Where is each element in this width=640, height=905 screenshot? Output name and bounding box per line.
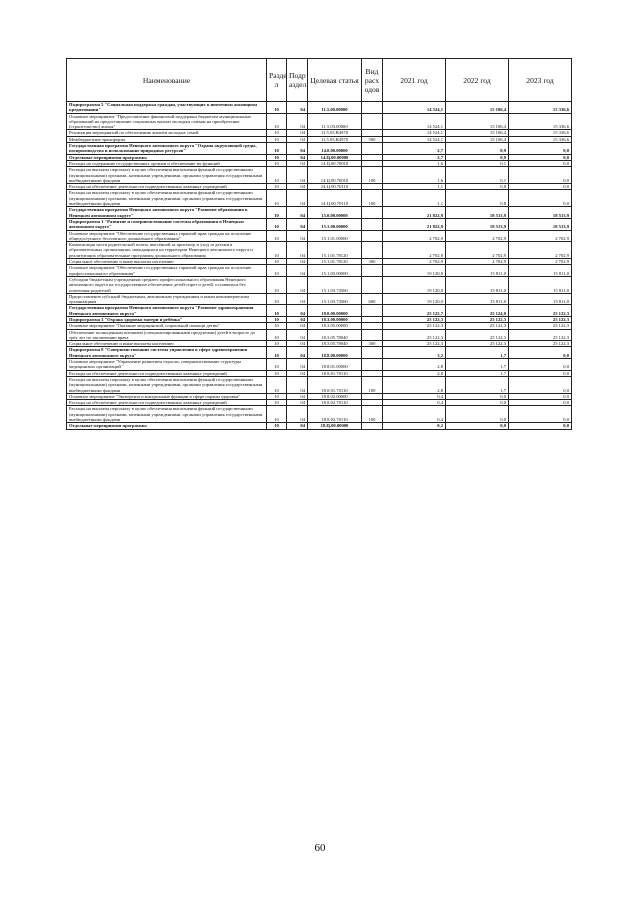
cell-subsection: 04 [287, 359, 308, 371]
cell-section: 10 [267, 143, 287, 155]
cell-2022: 0,8 [446, 184, 509, 190]
cell-name: Подпрограмма 5 "Социальная поддержка граждан, участвующих в ипотечном жилищном кредитовании" [67, 102, 267, 114]
cell-expense-type [362, 359, 383, 371]
cell-2022: 15 811,0 [446, 265, 509, 277]
cell-2023: 0,0 [509, 347, 572, 359]
cell-subsection: 04 [287, 160, 308, 166]
cell-target: 14.Ц.00.00000 [308, 154, 362, 160]
cell-subsection: 04 [287, 102, 308, 114]
cell-name: Основное мероприятие "Оказание медицинской, социальной помощи детям" [67, 323, 267, 329]
cell-target: 15.1.01.78120 [308, 242, 362, 259]
cell-2023: 0,0 [509, 406, 572, 423]
cell-subsection: 04 [287, 259, 308, 265]
cell-2022: 15 106,4 [446, 102, 509, 114]
cell-name: Основное мероприятие "Обеспечение государственных гарантий прав граждан на получение профессионального образования" [67, 265, 267, 277]
cell-2022: 0,0 [446, 423, 509, 429]
cell-target: 15.0.00.00000 [308, 207, 362, 219]
cell-subsection: 04 [287, 230, 308, 242]
cell-name: Основное мероприятие "Обеспечение государственных гарантий прав граждан на получение общедоступного бесплатного дошкольного образования" [67, 230, 267, 242]
cell-target: 11.5.03.R4970 [308, 136, 362, 142]
cell-2021: 2,7 [383, 154, 446, 160]
cell-section: 10 [267, 316, 287, 322]
header-2021: 2021 год [383, 59, 446, 102]
cell-name: Межбюджетные трансферты [67, 136, 267, 142]
cell-2022: 0,8 [446, 190, 509, 207]
cell-section: 10 [267, 400, 287, 406]
cell-subsection: 04 [287, 316, 308, 322]
cell-section: 10 [267, 347, 287, 359]
cell-name: Подпрограмма 3 "Охрана здоровья матери и ребёнка" [67, 316, 267, 322]
cell-expense-type [362, 207, 383, 219]
table-row [67, 265, 572, 277]
cell-section: 10 [267, 393, 287, 399]
cell-name: Расходы на обеспечение деятельности подведомственных казенных учреждений [67, 400, 267, 406]
cell-subsection: 04 [287, 190, 308, 207]
cell-2022: 25 122,3 [446, 341, 509, 347]
cell-2021: 2,8 [383, 370, 446, 376]
cell-2021: 25 122,3 [383, 329, 446, 341]
cell-target: 18.3.05.78040 [308, 329, 362, 341]
cell-target: 15.1.03.74560 [308, 276, 362, 293]
table-body [67, 102, 572, 430]
cell-2021: 25 122,3 [383, 341, 446, 347]
header-row [67, 59, 572, 102]
cell-2022: 0,0 [446, 400, 509, 406]
cell-expense-type: 300 [362, 259, 383, 265]
cell-2021: 25 122,3 [383, 316, 446, 322]
cell-expense-type [362, 102, 383, 114]
cell-2021: 0,2 [383, 423, 446, 429]
cell-name: Государственная программа Ненецкого автономного округа "Развитие образования в Ненецком автономном округе" [67, 207, 267, 219]
table-row [67, 359, 572, 371]
cell-2023: 18 513,9 [509, 218, 572, 230]
cell-2022: 1,7 [446, 370, 509, 376]
cell-2022: 15 106,4 [446, 113, 509, 130]
table-row [67, 143, 572, 155]
cell-subsection: 04 [287, 293, 308, 305]
cell-2023: 0,0 [509, 143, 572, 155]
cell-2022: 0,1 [446, 167, 509, 184]
cell-target: 18.8.02.70110 [308, 406, 362, 423]
cell-name: Предоставление субсидий бюджетным, автономным учреждениям и иным некоммерческим организациям [67, 293, 267, 305]
cell-2023: 0,0 [509, 184, 572, 190]
cell-subsection: 04 [287, 276, 308, 293]
header-2022: 2022 год [446, 59, 509, 102]
cell-2021: 14 524,1 [383, 130, 446, 136]
cell-name: Государственная программа Ненецкого автономного округа "Развитие здравоохранения Ненецкого автономного округа" [67, 305, 267, 317]
cell-subsection: 04 [287, 400, 308, 406]
table-row [67, 218, 572, 230]
cell-target: 15.1.03.00000 [308, 265, 362, 277]
cell-subsection: 04 [287, 113, 308, 130]
cell-target: 14.Ц.00.70010 [308, 160, 362, 166]
cell-name: Компенсация части родительской платы, внесённой за присмотр и уход за детьми в образовательных организациях, находящихся на территории Ненецкого автономного округа и реализующих образовательные программы дошкольного образования [67, 242, 267, 259]
cell-2021: 2,8 [383, 376, 446, 393]
cell-section: 10 [267, 305, 287, 317]
cell-target: 14.Ц.00.70110 [308, 184, 362, 190]
table-row [67, 305, 572, 317]
cell-subsection: 04 [287, 167, 308, 184]
cell-section: 10 [267, 242, 287, 259]
cell-section: 10 [267, 359, 287, 371]
budget-sheet [66, 58, 571, 430]
cell-subsection: 04 [287, 323, 308, 329]
cell-2021: 19 120,0 [383, 265, 446, 277]
cell-section: 10 [267, 293, 287, 305]
cell-2022: 0,9 [446, 154, 509, 160]
cell-2023: 18 513,9 [509, 207, 572, 219]
cell-2021: 1,1 [383, 184, 446, 190]
cell-2021: 1,1 [383, 190, 446, 207]
header-section: Разде л [267, 59, 287, 102]
cell-2023: 0,0 [509, 160, 572, 166]
cell-2022: 1,7 [446, 376, 509, 393]
cell-2023: 15 336,6 [509, 136, 572, 142]
cell-target: 15.1.03.74560 [308, 293, 362, 305]
cell-target: 11.5.03.R4970 [308, 130, 362, 136]
cell-2023: 2 702,9 [509, 242, 572, 259]
cell-expense-type: 300 [362, 341, 383, 347]
cell-name: Обеспечение полноценным питанием (специализированными продуктами) детей в возрасте до трёх лет по заключению врача [67, 329, 267, 341]
cell-section: 10 [267, 230, 287, 242]
cell-2023: 25 122,3 [509, 329, 572, 341]
cell-target: 15.1.01.78120 [308, 259, 362, 265]
cell-section: 10 [267, 423, 287, 429]
cell-subsection: 04 [287, 207, 308, 219]
cell-2022: 0,0 [446, 406, 509, 423]
cell-2023: 25 122,3 [509, 305, 572, 317]
cell-name: Основное мероприятие "Предоставление финансовой поддержки бюджетам муниципальных образований на предоставление социальных выплат молодым семьям на приобретение (строительство) жилья" [67, 113, 267, 130]
cell-section: 10 [267, 113, 287, 130]
cell-target: 14.Ц.00.70010 [308, 167, 362, 184]
cell-subsection: 04 [287, 130, 308, 136]
cell-expense-type [362, 347, 383, 359]
cell-name: Расходы на выплаты персоналу в целях обеспечения выполнения функций государственными (муниципальными) органами, казенными учреждениями, органами управления государственными внебюджетными фондами [67, 376, 267, 393]
page-number: 60 [314, 842, 326, 854]
cell-2021: 3,2 [383, 347, 446, 359]
cell-name: Подпрограмма 8 "Совершенствование системы управления в сфере здравоохранения Ненецкого автономного округа" [67, 347, 267, 359]
cell-2022: 0,0 [446, 393, 509, 399]
cell-section: 10 [267, 276, 287, 293]
cell-2021: 1,6 [383, 167, 446, 184]
table-row [67, 207, 572, 219]
cell-2021: 0,4 [383, 393, 446, 399]
cell-2023: 0,0 [509, 154, 572, 160]
cell-name: Расходы на выплаты персоналу в целях обеспечения выполнения функций государственными (муниципальными) органами, казенными учреждениями, органами управления государственными внебюджетными фондами [67, 406, 267, 423]
cell-expense-type [362, 113, 383, 130]
cell-2022: 15 811,0 [446, 276, 509, 293]
cell-2022: 2 702,9 [446, 242, 509, 259]
cell-2023: 15 336,6 [509, 102, 572, 114]
cell-expense-type [362, 423, 383, 429]
cell-2022: 0,9 [446, 143, 509, 155]
cell-section: 10 [267, 376, 287, 393]
cell-expense-type [362, 305, 383, 317]
cell-name: Основное мероприятие "Управление развитием отрасли, совершенствование структуры медицинских организаций" [67, 359, 267, 371]
cell-target: 18.0.00.00000 [308, 305, 362, 317]
cell-2023: 0,0 [509, 400, 572, 406]
cell-name: Государственная программа Ненецкого автономного округа "Охрана окружающей среды, воспроизводство и использование природных ресурсов" [67, 143, 267, 155]
cell-2022: 18 513,9 [446, 218, 509, 230]
cell-name: Субсидии бюджетным учреждениям среднего профессионального образования Ненецкого автономного округа на государственное обеспечение детей-сирот и детей, оставшихся без попечения родителей [67, 276, 267, 293]
cell-name: Реализация мероприятий по обеспечению жильём молодых семей [67, 130, 267, 136]
cell-section: 10 [267, 184, 287, 190]
cell-section: 10 [267, 102, 287, 114]
cell-section: 10 [267, 154, 287, 160]
cell-2023: 0,0 [509, 370, 572, 376]
cell-2021: 0,4 [383, 406, 446, 423]
cell-subsection: 04 [287, 154, 308, 160]
cell-expense-type: 500 [362, 136, 383, 142]
cell-2023: 0,0 [509, 376, 572, 393]
header-name: Наименование [67, 59, 267, 102]
table-row [67, 293, 572, 305]
cell-name: Отдельные мероприятия программы [67, 423, 267, 429]
cell-2022: 15 106,4 [446, 130, 509, 136]
cell-section: 10 [267, 329, 287, 341]
cell-section: 10 [267, 130, 287, 136]
cell-target: 18.8.01.70110 [308, 376, 362, 393]
cell-target: 18.8.01.70110 [308, 370, 362, 376]
cell-expense-type [362, 242, 383, 259]
cell-2023: 0,0 [509, 393, 572, 399]
cell-2021: 19 120,0 [383, 293, 446, 305]
table-row [67, 406, 572, 423]
cell-2022: 25 124,0 [446, 305, 509, 317]
table-row [67, 167, 572, 184]
table-row [67, 276, 572, 293]
cell-2021: 25 125,7 [383, 305, 446, 317]
cell-2021: 14 524,1 [383, 136, 446, 142]
cell-2021: 1,6 [383, 160, 446, 166]
cell-section: 10 [267, 341, 287, 347]
cell-2021: 19 120,0 [383, 276, 446, 293]
cell-2022: 25 122,3 [446, 323, 509, 329]
cell-2023: 15 811,0 [509, 293, 572, 305]
table-row [67, 242, 572, 259]
cell-section: 10 [267, 323, 287, 329]
cell-expense-type [362, 276, 383, 293]
table-row [67, 423, 572, 429]
cell-section: 10 [267, 370, 287, 376]
cell-name: Расходы на содержание государственных органов и обеспечение их функций [67, 160, 267, 166]
cell-2022: 25 122,3 [446, 316, 509, 322]
header-2023: 2023 год [509, 59, 572, 102]
cell-2021: 2 702,9 [383, 230, 446, 242]
cell-section: 10 [267, 136, 287, 142]
cell-2023: 25 122,3 [509, 316, 572, 322]
cell-2022: 0,1 [446, 160, 509, 166]
budget-table [66, 58, 572, 430]
cell-2023: 2 702,9 [509, 230, 572, 242]
cell-subsection: 04 [287, 218, 308, 230]
cell-2022: 1,7 [446, 359, 509, 371]
cell-2023: 25 122,3 [509, 323, 572, 329]
cell-expense-type [362, 143, 383, 155]
cell-section: 10 [267, 406, 287, 423]
cell-target: 11.5.03.00000 [308, 113, 362, 130]
cell-2023: 0,0 [509, 423, 572, 429]
cell-subsection: 04 [287, 347, 308, 359]
cell-target: 18.8.02.00000 [308, 393, 362, 399]
cell-subsection: 04 [287, 305, 308, 317]
cell-name: Социальное обеспечение и иные выплаты населению [67, 259, 267, 265]
cell-subsection: 04 [287, 370, 308, 376]
cell-subsection: 04 [287, 329, 308, 341]
cell-target: 18.Ц.00.00000 [308, 423, 362, 429]
header-expense-type: Вид расх одов [362, 59, 383, 102]
cell-2022: 18 513,9 [446, 207, 509, 219]
cell-name: Расходы на обеспечение деятельности подведомственных казенных учреждений [67, 370, 267, 376]
cell-subsection: 04 [287, 143, 308, 155]
table-row [67, 329, 572, 341]
cell-expense-type: 100 [362, 406, 383, 423]
cell-target: 18.3.00.00000 [308, 316, 362, 322]
cell-2021: 21 822,9 [383, 207, 446, 219]
cell-subsection: 04 [287, 136, 308, 142]
cell-2023: 15 811,0 [509, 276, 572, 293]
cell-target: 18.8.01.00000 [308, 359, 362, 371]
cell-name: Подпрограмма 1 "Развитие и совершенствование системы образования в Ненецком автономном округе" [67, 218, 267, 230]
cell-expense-type [362, 230, 383, 242]
cell-2023: 0,0 [509, 359, 572, 371]
cell-2022: 15 106,4 [446, 136, 509, 142]
cell-2023: 15 336,6 [509, 130, 572, 136]
table-row [67, 230, 572, 242]
cell-expense-type: 100 [362, 167, 383, 184]
cell-2021: 2 702,9 [383, 259, 446, 265]
cell-name: Расходы на выплаты персоналу в целях обеспечения выполнения функций государственными (муниципальными) органами, казенными учреждениями, органами управления государственными внебюджетными фондами [67, 190, 267, 207]
cell-expense-type [362, 265, 383, 277]
cell-2021: 25 122,3 [383, 323, 446, 329]
cell-2021: 0,4 [383, 400, 446, 406]
cell-2021: 14 524,1 [383, 102, 446, 114]
cell-2023: 15 811,0 [509, 265, 572, 277]
cell-2022: 2 702,9 [446, 230, 509, 242]
cell-expense-type: 100 [362, 190, 383, 207]
cell-target: 18.8.02.70110 [308, 400, 362, 406]
table-row [67, 347, 572, 359]
table-row [67, 190, 572, 207]
cell-target: 18.3.05.00000 [308, 323, 362, 329]
cell-2023: 0,0 [509, 167, 572, 184]
cell-target: 14.0.00.00000 [308, 143, 362, 155]
cell-subsection: 04 [287, 393, 308, 399]
cell-2023: 15 336,6 [509, 113, 572, 130]
cell-name: Отдельные мероприятия программы [67, 154, 267, 160]
cell-2023: 25 122,3 [509, 341, 572, 347]
cell-target: 15.1.01.00000 [308, 230, 362, 242]
cell-subsection: 04 [287, 406, 308, 423]
cell-subsection: 04 [287, 341, 308, 347]
cell-2023: 0,0 [509, 190, 572, 207]
cell-section: 10 [267, 265, 287, 277]
cell-2022: 15 811,0 [446, 293, 509, 305]
cell-target: 18.3.05.78040 [308, 341, 362, 347]
cell-2021: 2 702,9 [383, 242, 446, 259]
cell-2021: 14 524,1 [383, 113, 446, 130]
cell-2022: 2 702,9 [446, 259, 509, 265]
cell-target: 18.8.00.00000 [308, 347, 362, 359]
cell-section: 10 [267, 259, 287, 265]
header-subsection: Подр аздел [287, 59, 308, 102]
table-row [67, 376, 572, 393]
cell-subsection: 04 [287, 376, 308, 393]
cell-section: 10 [267, 218, 287, 230]
cell-2021: 2,7 [383, 143, 446, 155]
cell-name: Расходы на выплаты персоналу в целях обеспечения выполнения функций государственными (муниципальными) органами, казенными учреждениями, органами управления государственными внебюджетными фондами [67, 167, 267, 184]
cell-name: Расходы на обеспечение деятельности подведомственных казенных учреждений [67, 184, 267, 190]
cell-name: Основное мероприятие "Экспертиза и контрольные функции в сфере охраны здоровья" [67, 393, 267, 399]
cell-2021: 2,8 [383, 359, 446, 371]
table-row [67, 113, 572, 130]
cell-expense-type [362, 218, 383, 230]
cell-2023: 2 702,9 [509, 259, 572, 265]
cell-subsection: 04 [287, 265, 308, 277]
cell-target: 15.1.00.00000 [308, 218, 362, 230]
cell-section: 10 [267, 190, 287, 207]
cell-expense-type: 100 [362, 376, 383, 393]
cell-expense-type: 600 [362, 293, 383, 305]
header-target: Целевая статья [308, 59, 362, 102]
cell-target: 11.5.00.00000 [308, 102, 362, 114]
cell-section: 10 [267, 167, 287, 184]
cell-subsection: 04 [287, 242, 308, 259]
cell-2021: 21 822,9 [383, 218, 446, 230]
cell-name: Социальное обеспечение и иные выплаты населению [67, 341, 267, 347]
cell-section: 10 [267, 207, 287, 219]
cell-target: 14.Ц.00.70110 [308, 190, 362, 207]
cell-section: 10 [267, 160, 287, 166]
cell-expense-type [362, 329, 383, 341]
cell-2022: 1,7 [446, 347, 509, 359]
cell-subsection: 04 [287, 423, 308, 429]
cell-subsection: 04 [287, 184, 308, 190]
table-row [67, 102, 572, 114]
cell-2022: 25 122,3 [446, 329, 509, 341]
